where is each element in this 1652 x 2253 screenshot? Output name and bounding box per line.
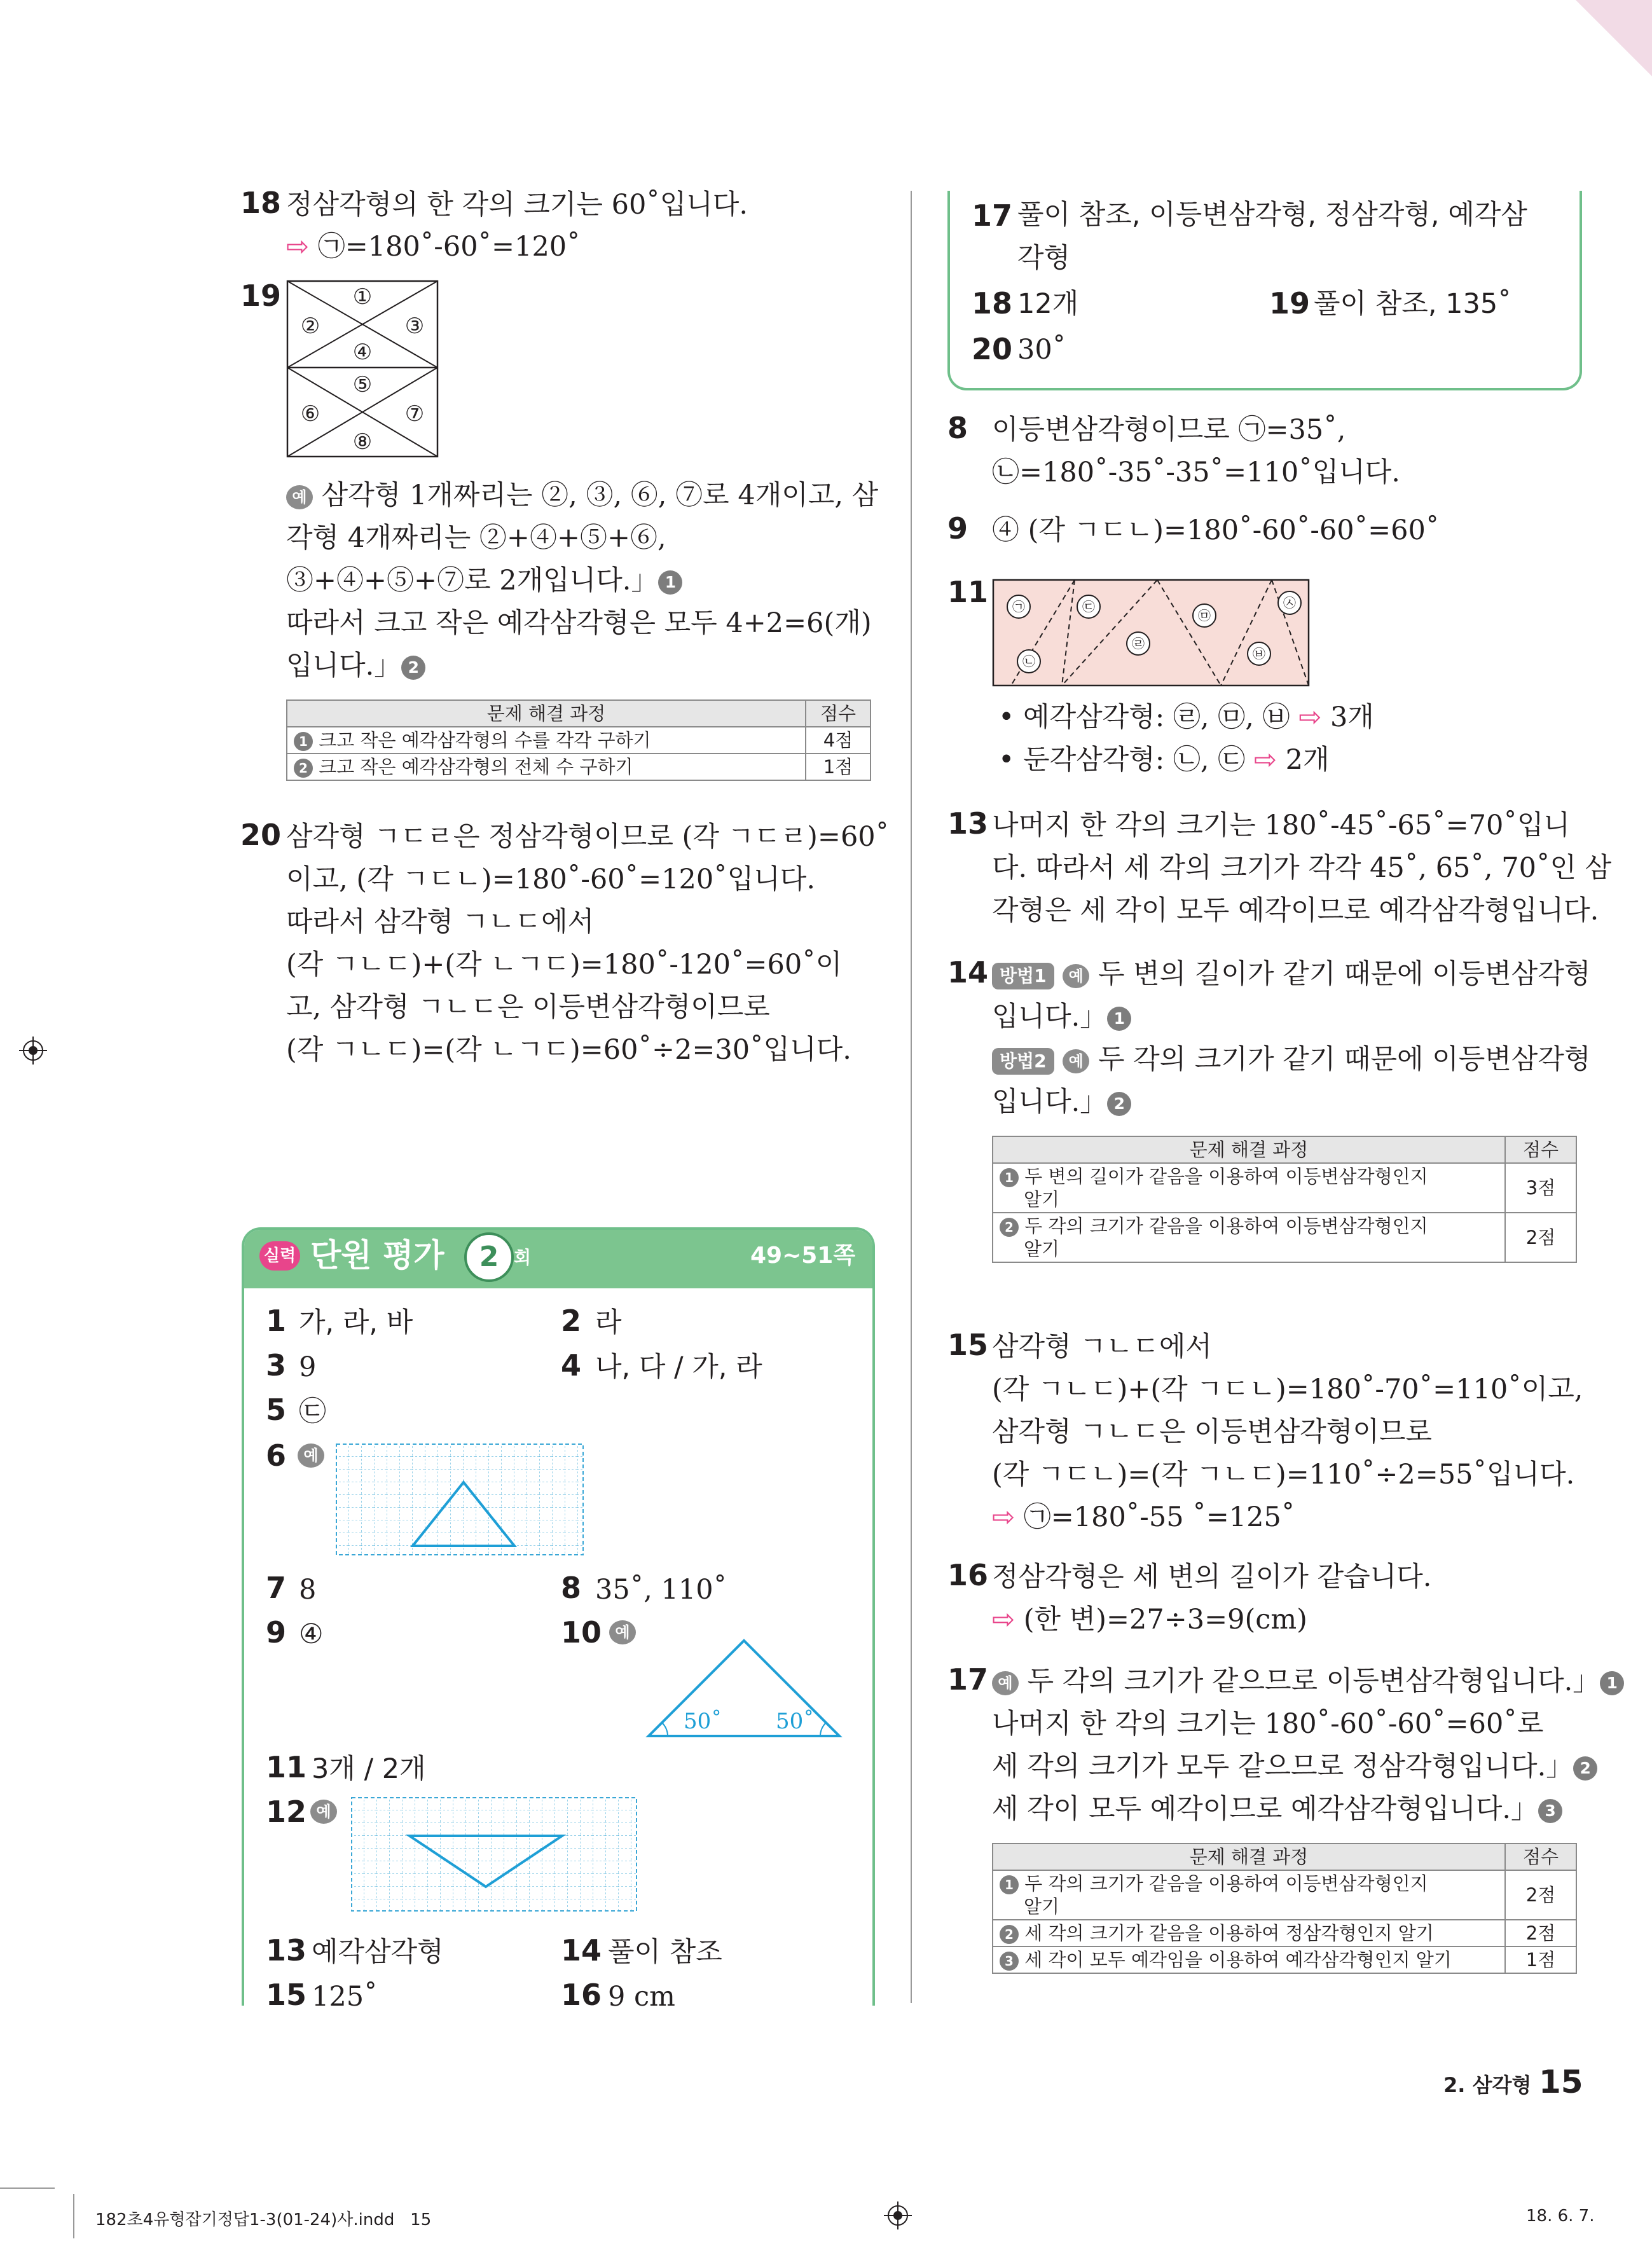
angle-label-left: 50˚ (684, 1709, 722, 1734)
ans3-number: 3 (266, 1348, 287, 1382)
column-divider (911, 191, 912, 2003)
q18-line2: ⇨ ㉠=180˚-60˚=120˚ (286, 231, 581, 263)
ans10-number: 10 (561, 1615, 602, 1650)
step-mark-1: 1 (1600, 1671, 1624, 1695)
q19-score-table (286, 699, 871, 781)
s17-number: 17 (947, 1662, 989, 1697)
s15-line1: 삼각형 ㄱㄴㄷ에서 (992, 1331, 1212, 1363)
q20-line6: (각 ㄱㄴㄷ)=(각 ㄴㄱㄷ)=60˚÷2=30˚입니다. (286, 1034, 851, 1066)
crop-mark (73, 2194, 74, 2238)
fig11-label-4: ㉣ (1132, 636, 1145, 651)
s16-line2: ⇨ (한 변)=27÷3=9(cm) (992, 1604, 1307, 1636)
example-badge: 예 (1063, 1049, 1089, 1073)
q19-figure (286, 280, 439, 458)
s15-line3: 삼각형 ㄱㄴㄷ은 이등변삼각형이므로 (992, 1416, 1432, 1448)
q20-number: 20 (240, 818, 282, 852)
q20-line5: 고, 삼각형 ㄱㄴㄷ은 이등변삼각형이므로 (286, 991, 770, 1023)
pink-arrow-icon: ⇨ (992, 1501, 1024, 1533)
step-mark-2: 2 (401, 656, 425, 680)
q19-line1: 예 삼각형 1개짜리는 ②, ③, ⑥, ⑦로 4개이고, 삼 (286, 474, 878, 517)
s17-score-table (992, 1843, 1577, 1974)
ans9: ④ (299, 1618, 324, 1650)
ans16-number: 16 (561, 1978, 602, 2012)
s11-obtuse: • 둔각삼각형: ㉡, ㉢ ⇨ 2개 (998, 744, 1330, 776)
ans14: 풀이 참조 (608, 1936, 722, 1968)
ans1-number: 1 (266, 1304, 287, 1338)
s15-number: 15 (947, 1328, 989, 1362)
fig19-label-2: ② (300, 313, 320, 339)
pink-arrow-icon: ⇨ (286, 231, 318, 263)
footer-date: 18. 6. 7. (1526, 2207, 1595, 2226)
ans15-number: 15 (266, 1978, 307, 2012)
registration-mark-icon (884, 2201, 912, 2229)
table-header-score: 점수 (806, 700, 871, 727)
s16-line1: 정삼각형은 세 변의 길이가 같습니다. (992, 1561, 1432, 1593)
s17-line3: 세 각의 크기가 모두 같으므로 정삼각형입니다.」 2 (992, 1745, 1597, 1788)
level-tag: 실력 (259, 1241, 300, 1271)
box-ans20-number: 20 (972, 332, 1013, 366)
s13-number: 13 (947, 806, 989, 841)
panel-pages: 49~51쪽 (750, 1243, 856, 1269)
ans4-number: 4 (561, 1348, 582, 1382)
corner-decoration (1576, 0, 1652, 76)
fig11-label-2: ㉡ (1022, 654, 1035, 669)
pink-arrow-icon: ⇨ (1290, 701, 1330, 733)
page-number: 15 (1539, 2064, 1583, 2100)
ans14-number: 14 (561, 1933, 602, 1967)
q19-line4: 따라서 크고 작은 예각삼각형은 모두 4+2=6(개) (286, 607, 872, 639)
q19-line3: ③+④+⑤+⑦로 2개입니다.」 1 (286, 559, 682, 602)
ans12-example: 예 (310, 1800, 337, 1824)
round-badge: 2 (464, 1232, 514, 1282)
box-ans18-number: 18 (972, 286, 1013, 320)
step-mark-1: 1 (1107, 1007, 1131, 1031)
crop-mark (0, 2188, 55, 2189)
fig11-label-7: ㉦ (1283, 595, 1296, 610)
ans13: 예각삼각형 (312, 1936, 444, 1968)
table-row: 2 크고 작은 예각삼각형의 전체 수 구하기 1점 (287, 754, 871, 780)
s17-line2: 나머지 한 각의 크기는 180˚-60˚-60˚=60˚로 (992, 1708, 1544, 1740)
fig19-label-8: ⑧ (352, 429, 373, 455)
step-mark-3: 3 (1538, 1799, 1562, 1823)
ans8: 35˚, 110˚ (595, 1574, 727, 1606)
angle-label-right: 50˚ (776, 1709, 815, 1734)
example-badge: 예 (286, 485, 313, 509)
q19-number: 19 (240, 279, 282, 313)
s13-line3: 각형은 세 각이 모두 예각이므로 예각삼각형입니다. (992, 895, 1599, 927)
s14-line2: 입니다.」 1 (992, 995, 1131, 1038)
ans1: 가, 라, 바 (299, 1307, 413, 1339)
s14-line1: 방법1 예 두 변의 길이가 같기 때문에 이등변삼각형 (992, 953, 1590, 996)
s14-number: 14 (947, 955, 989, 989)
s13-line2: 다. 따라서 세 각의 크기가 각각 45˚, 65˚, 70˚인 삼 (992, 852, 1612, 884)
s11-figure (992, 579, 1310, 687)
s8-number: 8 (947, 411, 968, 445)
ans7: 8 (299, 1574, 317, 1606)
fig19-label-7: ⑦ (404, 401, 425, 427)
box-ans17-number: 17 (972, 198, 1013, 233)
ans6-grid-figure (336, 1443, 584, 1555)
box-ans17-line2: 각형 (1017, 242, 1071, 274)
s17-line1: 예 두 각의 크기가 같으므로 이등변삼각형입니다.」 1 (992, 1660, 1624, 1703)
s16-number: 16 (947, 1558, 989, 1592)
table-row: 1 두 각의 크기가 같음을 이용하여 이등변삼각형인지 알기 2점 (993, 1870, 1576, 1920)
fig11-label-1: ㉠ (1012, 599, 1025, 614)
method2-badge: 방법2 (992, 1048, 1054, 1075)
ans2: 라 (595, 1307, 622, 1339)
box-ans19: 풀이 참조, 135˚ (1314, 288, 1511, 320)
q18-line1: 정삼각형의 한 각의 크기는 60˚입니다. (286, 189, 748, 221)
ans13-number: 13 (266, 1933, 307, 1967)
ans6-number: 6 (266, 1438, 287, 1473)
table-header-process: 문제 해결 과정 (287, 700, 806, 727)
fig19-label-3: ③ (404, 313, 425, 339)
fig11-label-6: ㉥ (1253, 646, 1265, 661)
ans8-number: 8 (561, 1571, 582, 1605)
ans3: 9 (299, 1351, 317, 1383)
ans7-number: 7 (266, 1571, 287, 1605)
table-row: 1 크고 작은 예각삼각형의 수를 각각 구하기 4점 (287, 727, 871, 754)
step-mark-2: 2 (1573, 1756, 1597, 1781)
s11-number: 11 (947, 575, 989, 609)
table-row: 1 두 변의 길이가 같음을 이용하여 이등변삼각형인지 알기 3점 (993, 1163, 1576, 1213)
q20-line1: 삼각형 ㄱㄷㄹ은 정삼각형이므로 (각 ㄱㄷㄹ)=60˚ (286, 821, 890, 853)
s11-acute: • 예각삼각형: ㉣, ㉤, ㉥ ⇨ 3개 (998, 701, 1374, 733)
ans9-number: 9 (266, 1615, 287, 1650)
pink-arrow-icon: ⇨ (992, 1604, 1024, 1636)
s9-line1: ④ (각 ㄱㄷㄴ)=180˚-60˚-60˚=60˚ (992, 514, 1440, 546)
ans12-number: 12 (266, 1795, 307, 1829)
box-ans18: 12개 (1017, 288, 1079, 320)
ans11-number: 11 (266, 1750, 307, 1784)
table-header-score: 점수 (1505, 1843, 1576, 1870)
registration-mark-icon (19, 1037, 47, 1064)
s15-line5: ⇨ ㉠=180˚-55 ˚=125˚ (992, 1501, 1295, 1533)
ans10-example: 예 (609, 1620, 636, 1644)
s9-number: 9 (947, 511, 968, 546)
ans12-grid-figure (351, 1797, 637, 1912)
table-row: 3 세 각이 모두 예각임을 이용하여 예각삼각형인지 알기 1점 (993, 1946, 1576, 1973)
fig11-label-5: ㉤ (1198, 608, 1211, 623)
fig19-label-1: ① (352, 284, 373, 310)
ans5-number: 5 (266, 1393, 287, 1427)
s14-line3: 방법2 예 두 각의 크기가 같기 때문에 이등변삼각형 (992, 1038, 1590, 1081)
pink-arrow-icon: ⇨ (1245, 744, 1286, 776)
s13-line1: 나머지 한 각의 크기는 180˚-45˚-65˚=70˚입니 (992, 810, 1570, 841)
ans15: 125˚ (312, 1981, 378, 2013)
s15-line4: (각 ㄱㄷㄴ)=(각 ㄱㄴㄷ)=110˚÷2=55˚입니다. (992, 1459, 1575, 1491)
q19-line2: 각형 4개짜리는 ②+④+⑤+⑥, (286, 522, 666, 554)
s8-line2: ㉡=180˚-35˚-35˚=110˚입니다. (992, 457, 1400, 488)
ans10-triangle-figure (642, 1615, 852, 1742)
step-mark-1: 1 (658, 570, 682, 595)
ans11: 3개 / 2개 (312, 1753, 426, 1785)
s17-line4: 세 각이 모두 예각이므로 예각삼각형입니다.」 3 (992, 1788, 1562, 1831)
footer-filename: 182초4유형잡기정답1-3(01-24)사.indd 15 (95, 2210, 432, 2229)
fig19-label-6: ⑥ (300, 401, 320, 427)
s14-score-table (992, 1136, 1577, 1263)
footer-section: 2. 삼각형 (1443, 2073, 1532, 2097)
fig11-label-3: ㉢ (1082, 599, 1095, 614)
q18-number: 18 (240, 186, 282, 220)
ans6-example: 예 (298, 1443, 324, 1468)
q19-line5: 입니다.」 2 (286, 644, 425, 687)
table-row: 2 두 각의 크기가 같음을 이용하여 이등변삼각형인지 알기 2점 (993, 1213, 1576, 1262)
example-badge: 예 (1063, 964, 1089, 988)
s14-line4: 입니다.」 2 (992, 1080, 1131, 1124)
ans16: 9 cm (608, 1981, 675, 2013)
table-header-score: 점수 (1505, 1136, 1576, 1163)
q20-line3: 따라서 삼각형 ㄱㄴㄷ에서 (286, 906, 595, 938)
ans2-number: 2 (561, 1304, 582, 1338)
example-badge: 예 (992, 1671, 1019, 1695)
method1-badge: 방법1 (992, 963, 1054, 989)
fig19-label-4: ④ (352, 340, 373, 365)
box-ans17-line1: 풀이 참조, 이등변삼각형, 정삼각형, 예각삼 (1017, 199, 1527, 231)
s15-line2: (각 ㄱㄴㄷ)+(각 ㄱㄷㄴ)=180˚-70˚=110˚이고, (992, 1374, 1583, 1405)
panel-title: 단원 평가 (310, 1237, 444, 1274)
s8-line1: 이등변삼각형이므로 ㉠=35˚, (992, 414, 1346, 446)
table-header-process: 문제 해결 과정 (993, 1843, 1505, 1870)
box-ans19-number: 19 (1269, 286, 1311, 320)
ans5: ㉢ (299, 1396, 326, 1428)
ans4: 나, 다 / 가, 라 (595, 1351, 762, 1383)
box-ans20: 30˚ (1017, 334, 1066, 366)
q20-line2: 이고, (각 ㄱㄷㄴ)=180˚-60˚=120˚입니다. (286, 864, 816, 895)
table-row: 2 세 각의 크기가 같음을 이용하여 정삼각형인지 알기 2점 (993, 1920, 1576, 1946)
q20-line4: (각 ㄱㄴㄷ)+(각 ㄴㄱㄷ)=180˚-120˚=60˚이 (286, 949, 843, 981)
table-header-process: 문제 해결 과정 (993, 1136, 1505, 1163)
fig19-label-5: ⑤ (352, 372, 373, 397)
step-mark-2: 2 (1107, 1092, 1131, 1116)
round-suffix: 회 (514, 1247, 532, 1268)
